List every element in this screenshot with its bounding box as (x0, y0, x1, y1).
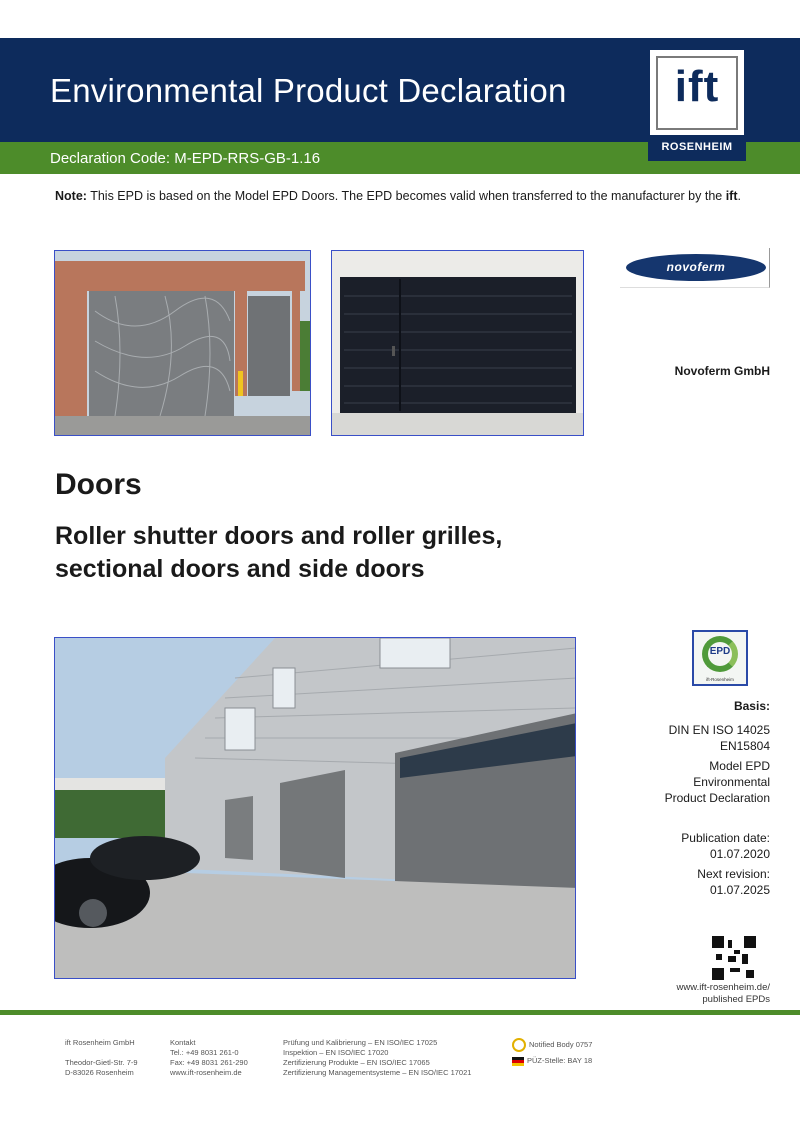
footer-notified-body (512, 1038, 592, 1066)
building-illustration (55, 638, 576, 979)
note-text-a: This EPD is based on the Model EPD Doors. The EPD becomes valid when transferred to the manufacturer by the (86, 189, 726, 203)
footer-line: www.ift-rosenheim.de (170, 1068, 242, 1077)
note-label: Note: (55, 189, 87, 203)
footer-line: Kontakt (170, 1038, 196, 1047)
epd-logo-sub: ift-Rosenheim (706, 677, 734, 682)
footer-divider (0, 1010, 800, 1015)
notified-body-text: Notified Body 0757 (529, 1039, 593, 1049)
ift-logo-letters: ift (674, 62, 720, 111)
footer-line (512, 1038, 592, 1052)
publication-date: 01.07.2020 (709, 847, 770, 861)
ift-logo-subtitle: ROSENHEIM (650, 135, 744, 159)
footer-line: ift Rosenheim GmbH (65, 1038, 135, 1047)
seal-icon (512, 1038, 526, 1052)
footer-line: Tel.: +49 8031 261-0 (170, 1048, 239, 1057)
footer-line (512, 1056, 592, 1066)
novoferm-logo-text: novoferm (626, 254, 766, 281)
basis-line: Model EPD (709, 759, 770, 773)
footer-line: Zertifizierung Managementsysteme – EN ISO/IEC 17021 (283, 1068, 472, 1077)
publication-block (681, 830, 770, 898)
next-revision-date: 01.07.2025 (709, 883, 770, 897)
epd-url[interactable] (677, 982, 770, 1006)
declaration-code: Declaration Code: M-EPD-RRS-GB-1.16 (50, 150, 321, 167)
novoferm-logo (620, 248, 770, 288)
url-line: www.ift-rosenheim.de/ (676, 982, 770, 993)
basis-line: Environmental (693, 775, 770, 789)
footer-line: Fax: +49 8031 261-290 (170, 1058, 248, 1067)
epd-logo-text: EPD (709, 646, 731, 657)
footer-line: D-83026 Rosenheim (65, 1068, 134, 1077)
manufacturer-name: Novoferm GmbH (674, 364, 770, 378)
basis-line: DIN EN ISO 14025 (668, 723, 770, 737)
sectional-door-photo (331, 250, 584, 436)
basis-list (665, 722, 770, 806)
footer-contact (170, 1038, 248, 1078)
german-flag-icon (512, 1057, 524, 1066)
qr-code-icon[interactable] (712, 936, 756, 980)
footer-line: Zertifizierung Produkte – EN ISO/IEC 17065 (283, 1058, 430, 1067)
footer-line: Prüfung und Kalibrierung – EN ISO/IEC 17025 (283, 1038, 438, 1047)
basis-line: Product Declaration (664, 791, 770, 805)
next-revision-label: Next revision: (697, 867, 770, 881)
document-title: Environmental Product Declaration (50, 72, 567, 109)
building-sectional-doors-photo (54, 637, 576, 979)
basis-label: Basis: (733, 699, 770, 713)
publication-date-label: Publication date: (681, 831, 770, 845)
epd-logo (692, 630, 748, 686)
note-paragraph (55, 188, 755, 205)
roller-grille-photo (54, 250, 311, 436)
product-title: Doors (55, 468, 142, 501)
puez-text: PÜZ-Stelle: BAY 18 (527, 1056, 593, 1065)
product-subtitle: Roller shutter doors and roller grilles, sectional doors and side doors (55, 522, 503, 583)
footer-address (65, 1038, 138, 1078)
roller-grille-illustration (55, 251, 311, 436)
ift-rosenheim-logo (648, 48, 746, 161)
note-bold: ift (725, 189, 738, 203)
footer-line: Theodor-Gietl-Str. 7-9 (65, 1058, 138, 1067)
footer-accreditation (283, 1038, 471, 1078)
url-line: published EPDs (702, 994, 770, 1005)
footer-line: Inspektion – EN ISO/IEC 17020 (283, 1048, 389, 1057)
note-text-b: . (737, 189, 741, 203)
sectional-door-illustration (332, 251, 584, 436)
basis-line: EN15804 (719, 739, 770, 753)
